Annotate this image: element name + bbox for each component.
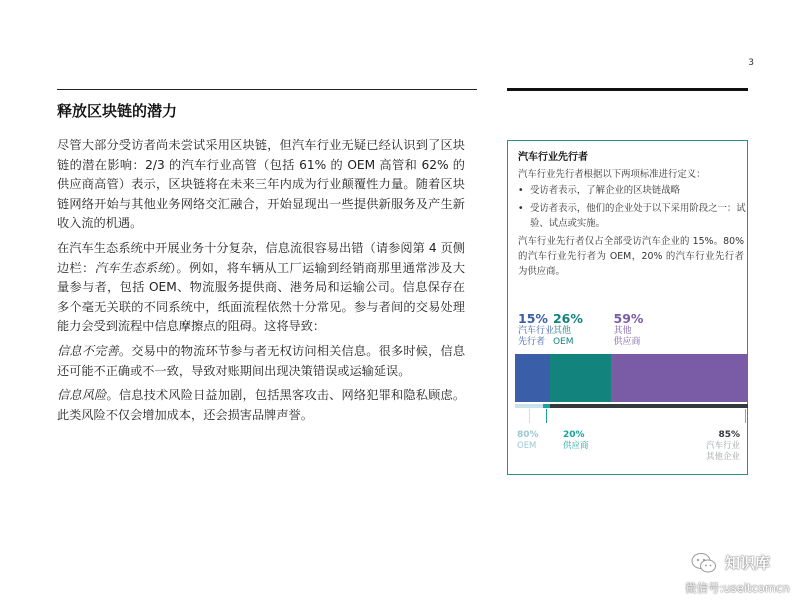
bullet-icon: • <box>518 203 524 214</box>
paragraph-3-lead: 信息不完善 <box>57 343 119 358</box>
callout-summary: 汽车行业先行者仅占全部受访汽车企业的 15%。80% 的汽车行业先行者为 OEM，20% 的汽车行业先行者为供应商。 <box>518 236 744 277</box>
breakdown-percent: 20% <box>563 430 585 440</box>
segment-label <box>553 312 583 348</box>
segment-percent: 26% <box>552 311 583 326</box>
callout-criteria-list <box>518 183 746 234</box>
body-paragraph-4-text: 。信息技术风险日益加剧，包括黑客攻击、网络犯罪和隐私顾虑。此类风险不仅会增加成本，还会损害品牌声誉。 <box>57 388 466 422</box>
callout-criterion-text: 受访者表示，他们的企业处于以下采用阶段之一：试验、试点或实施。 <box>530 203 746 229</box>
breakdown-label <box>517 430 539 452</box>
breakdown-percent: 85% <box>718 430 740 440</box>
callout-criterion <box>518 201 746 231</box>
bar-segment <box>515 354 550 402</box>
body-paragraph-2-text-a: 在汽车生态系统中开展业务十分复杂，信息流很容易出错（请参阅第 4 页侧边栏： <box>57 240 465 275</box>
segment-label-line: 供应商 <box>613 337 641 347</box>
connector-line <box>529 409 530 423</box>
callout-intro: 汽车行业先行者根据以下两项标准进行定义： <box>518 169 706 180</box>
body-paragraph-4 <box>57 386 465 425</box>
section-rule-left <box>57 89 477 90</box>
connector-line <box>745 409 746 423</box>
segment-label-line: 其他 <box>552 326 571 336</box>
segment-label-line: 先行者 <box>518 337 546 347</box>
bullet-icon: • <box>518 185 524 196</box>
watermark-brand: 知识库 <box>725 554 771 572</box>
callout-box <box>507 140 748 475</box>
segment-label <box>518 312 554 348</box>
callout-criterion-text: 受访者表示，了解企业的区块链战略 <box>530 185 681 196</box>
breakdown-label <box>563 430 589 452</box>
wechat-icon <box>691 552 717 574</box>
connector-line <box>546 409 547 423</box>
breakdown-bar-segment <box>515 404 543 408</box>
section-rule-right <box>507 88 748 91</box>
breakdown-bar-segment <box>550 404 748 408</box>
body-paragraph-3 <box>57 342 465 381</box>
watermark <box>683 548 805 604</box>
segment-percent: 59% <box>613 311 644 326</box>
body-column <box>57 136 465 430</box>
page-number: 3 <box>748 58 754 68</box>
breakdown-label-line: OEM <box>517 441 537 451</box>
segment-percent: 15% <box>518 311 548 326</box>
breakdown-percent: 80% <box>517 430 539 440</box>
breakdown-bar-segment <box>543 404 550 408</box>
body-paragraph-2-text-b: ）。例如，将车辆从工厂运输到经销商那里通常涉及大量参与者，包括 OEM、物流服务提供商、港务局和运输公司。信息保存在多个毫无关联的不同系统中，纸面流程依然十分常见。参与者间的交易处理能力会受到流程中信息摩擦点的阻碍。这将导致： <box>57 260 466 334</box>
breakdown-label <box>706 430 740 463</box>
body-paragraph-1: 尽管大部分受访者尚未尝试采用区块链，但汽车行业无疑已经认识到了区块链的潜在影响：2/3 的汽车行业高管（包括 61% 的 OEM 高管和 62% 的供应商高管）表示，区块链将在未来三年内成为行业颠覆性力量。随着区块链网络开始与其他业务网络交汇融合，开始显现出一些提供新服务及产生新收入流的机遇。 <box>57 138 465 231</box>
segment-label-line: 汽车行业 <box>518 326 555 336</box>
bar-segment <box>550 354 611 402</box>
segment-label-line: 其他 <box>613 326 632 336</box>
watermark-account: 微信号:useitcomcn <box>685 581 790 595</box>
section-title: 释放区块链的潜力 <box>57 102 178 120</box>
body-paragraph-3-text: 。交易中的物流环节参与者无权访问相关信息。很多时候，信息还可能不正确或不一致，导致对账期间出现决策错误或运输延误。 <box>57 343 466 378</box>
segment-label-line: OEM <box>552 337 574 347</box>
body-paragraph-2 <box>57 239 465 337</box>
bar-segment <box>611 354 748 402</box>
sidebar-reference: 汽车生态系统 <box>94 260 171 275</box>
breakdown-label-line: 其他企业 <box>705 452 740 462</box>
segment-label <box>614 312 644 348</box>
breakdown-label-line: 汽车行业 <box>705 441 740 451</box>
paragraph-4-lead: 信息风险 <box>57 388 107 403</box>
callout-criterion <box>518 183 746 198</box>
callout-title: 汽车行业先行者 <box>518 152 588 163</box>
breakdown-label-line: 供应商 <box>563 441 589 451</box>
